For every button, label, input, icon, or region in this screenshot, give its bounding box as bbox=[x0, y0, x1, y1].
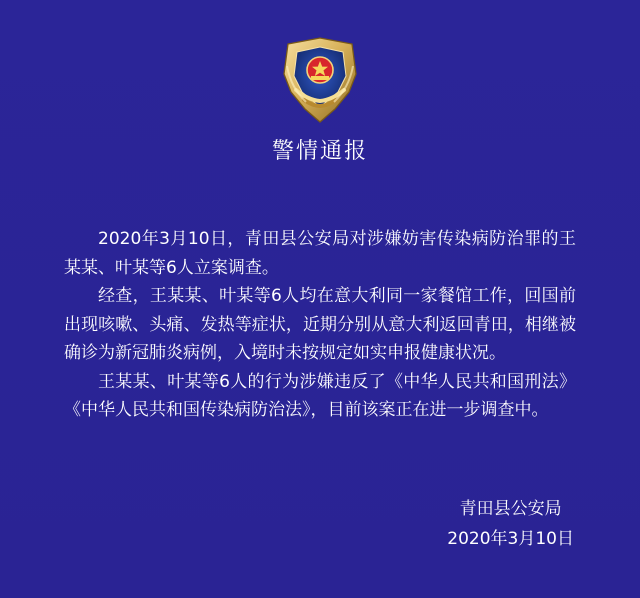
notice-title: 警情通报 bbox=[271, 139, 368, 164]
notice-paragraph: 2020年3月10日，青田县公安局对涉嫌妨害传染病防治罪的王某某、叶某等6人立案调查。 bbox=[64, 229, 576, 278]
issue-date: 2020年3月10日 bbox=[447, 529, 574, 549]
police-badge-icon bbox=[278, 36, 362, 124]
notice-paragraph: 王某某、叶某等6人的行为涉嫌违反了《中华人民共和国刑法》《中华人民共和国传染病防治法》，目前该案正在进一步调查中。 bbox=[64, 371, 576, 420]
notice-body bbox=[64, 225, 576, 425]
notice-signature bbox=[447, 494, 574, 554]
issuer-name: 青田县公安局 bbox=[459, 499, 562, 519]
notice-paragraph: 经查，王某某、叶某等6人均在意大利同一家餐馆工作，回国前出现咳嗽、头痛、发热等症状，近期分别从意大利返回青田，相继被确诊为新冠肺炎病例，入境时未按规定如实申报健康状况。 bbox=[64, 286, 576, 363]
